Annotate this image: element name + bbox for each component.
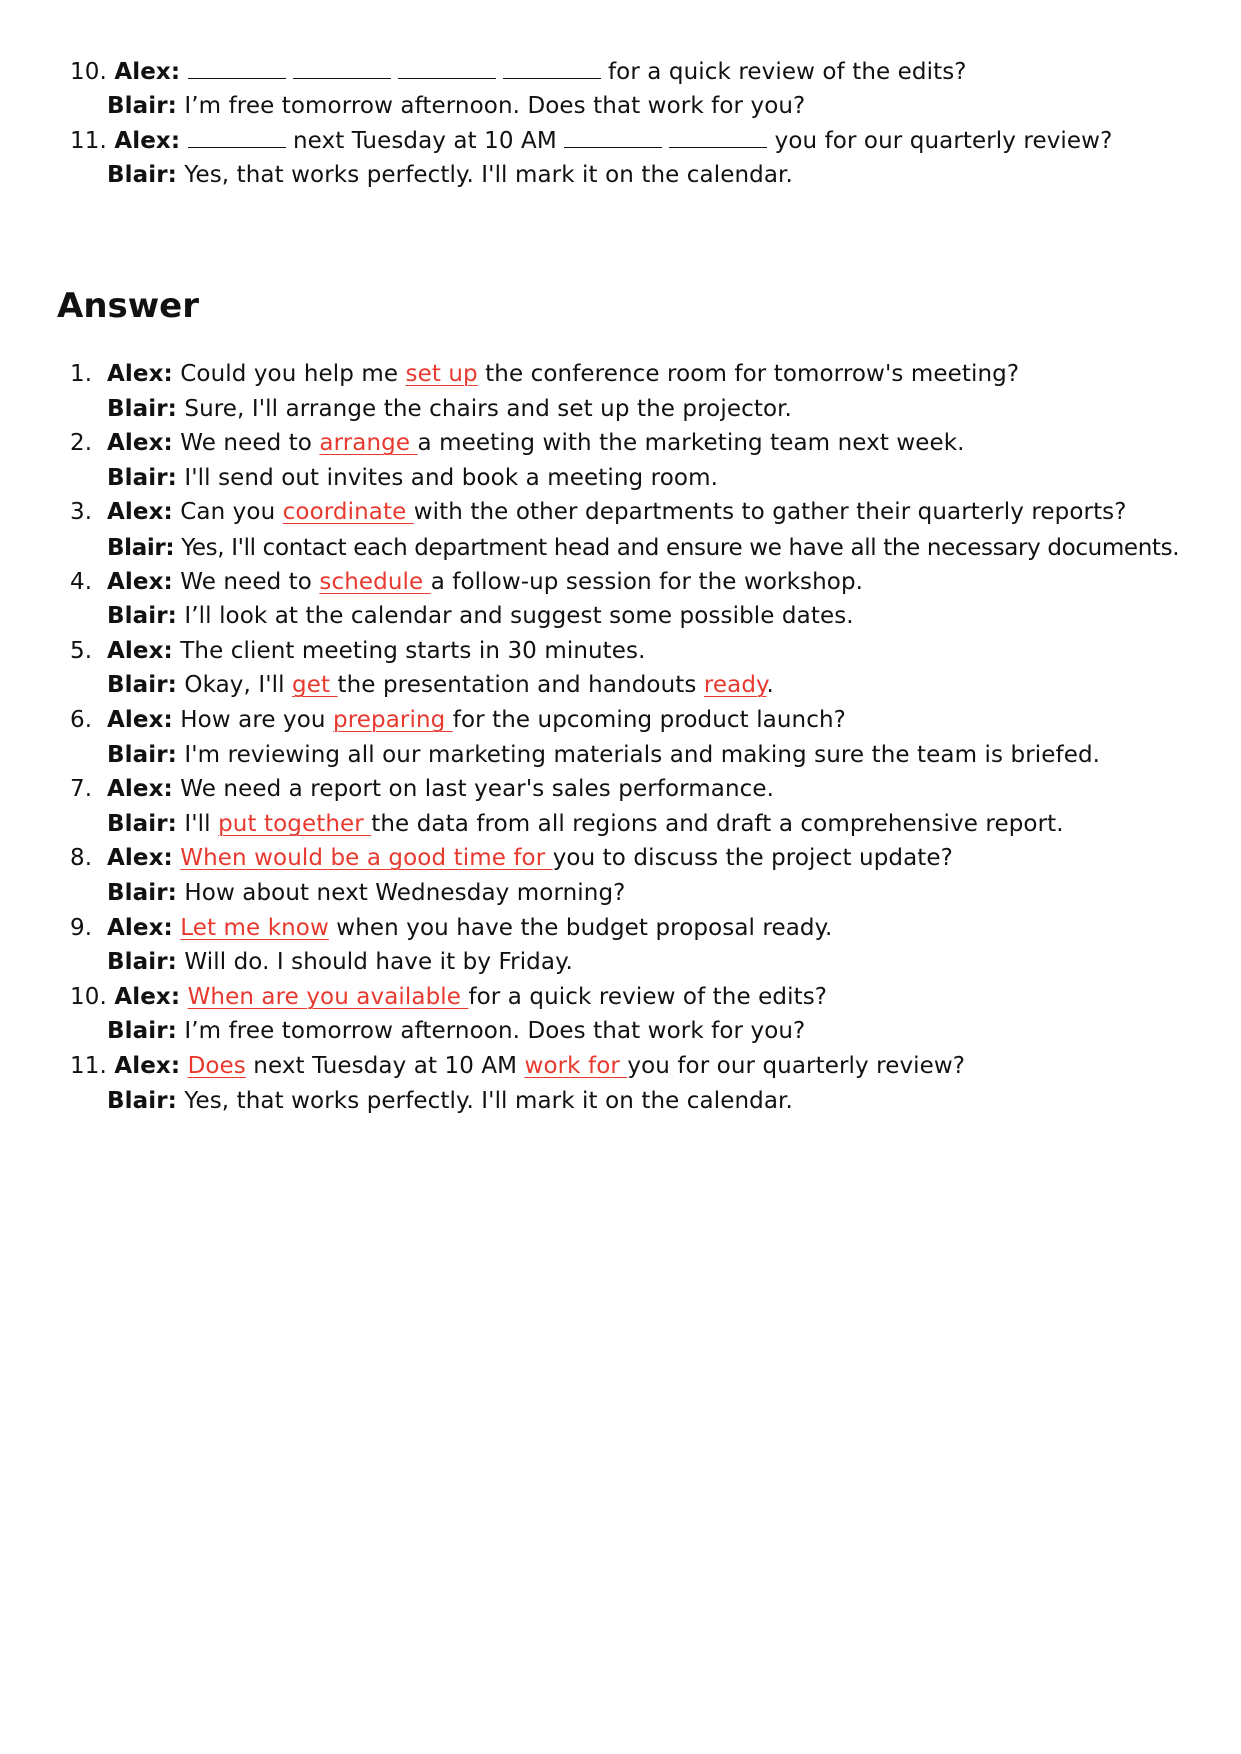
dialogue-text: We need to	[172, 430, 320, 456]
speaker-label: Blair:	[107, 465, 177, 491]
speaker-label: Alex:	[107, 569, 173, 595]
dialogue-text: Yes, that works perfectly. I'll mark it on the calendar.	[176, 1088, 793, 1114]
speaker-label: Alex:	[107, 845, 173, 871]
answer-blank	[503, 58, 601, 79]
dialogue-text	[180, 1053, 187, 1079]
speaker-label: Alex:	[107, 361, 173, 387]
answer-7-alex-line	[70, 774, 774, 804]
speaker-label: Blair:	[107, 1018, 177, 1044]
dialogue-text: when you have the budget proposal ready.	[328, 915, 833, 941]
answer-highlight: coordinate	[282, 499, 414, 525]
answer-highlight: work for	[524, 1053, 628, 1079]
dialogue-text: Sure, I'll arrange the chairs and set up the projector.	[176, 396, 792, 422]
exercise-q10-blair-line	[107, 91, 805, 121]
speaker-label: Blair:	[107, 535, 175, 561]
exercise-q11-alex-line	[70, 126, 1112, 156]
answer-2-alex-line	[70, 428, 965, 458]
answer-blank	[188, 127, 286, 148]
speaker-label: Alex:	[107, 430, 173, 456]
answer-10-blair-line	[107, 1016, 805, 1046]
dialogue-text: Will do. I should have it by Friday.	[176, 949, 573, 975]
dialogue-text: the data from all regions and draft a comprehensive report.	[371, 811, 1064, 837]
speaker-label: Blair:	[107, 811, 177, 837]
answer-highlight: ready	[703, 672, 767, 698]
answer-highlight: Let me know	[180, 915, 329, 941]
item-number: 8.	[70, 845, 93, 871]
answer-heading: Answer	[57, 286, 199, 326]
answer-blank	[669, 127, 767, 148]
dialogue-text: for the upcoming product launch?	[452, 707, 846, 733]
dialogue-text: a meeting with the marketing team next week.	[417, 430, 965, 456]
exercise-q11-blair-line	[107, 160, 793, 190]
answer-3-alex-line	[70, 497, 1127, 527]
item-number: 10.	[70, 59, 107, 85]
speaker-label: Blair:	[107, 1088, 177, 1114]
dialogue-text	[180, 984, 187, 1010]
speaker-label: Blair:	[107, 672, 177, 698]
dialogue-text: The client meeting starts in 30 minutes.	[172, 638, 646, 664]
item-number: 5.	[70, 638, 93, 664]
speaker-label: Alex:	[107, 638, 173, 664]
answer-blank	[188, 58, 286, 79]
item-number: 10.	[70, 984, 107, 1010]
answer-1-alex-line	[70, 359, 1019, 389]
item-number: 1.	[70, 361, 93, 387]
answer-5-blair-line	[107, 670, 774, 700]
dialogue-text: you to discuss the project update?	[552, 845, 953, 871]
answer-10-alex-line	[70, 982, 827, 1012]
dialogue-text: next Tuesday at 10 AM	[245, 1053, 525, 1079]
item-number: 7.	[70, 776, 93, 802]
answer-4-blair-line	[107, 601, 854, 631]
item-number: 2.	[70, 430, 93, 456]
answer-highlight: put together	[218, 811, 372, 837]
answer-highlight: schedule	[319, 569, 431, 595]
answer-highlight: When are you available	[187, 984, 469, 1010]
dialogue-text: Yes, I'll contact each department head and ensure we have all the necessary documents.	[174, 535, 1180, 561]
exercise-q10-alex-line	[70, 57, 967, 87]
dialogue-text: you for our quarterly review?	[627, 1053, 966, 1079]
answer-1-blair-line	[107, 394, 792, 424]
dialogue-text: .	[766, 672, 774, 698]
dialogue-text: How about next Wednesday morning?	[176, 880, 626, 906]
dialogue-text: I'm reviewing all our marketing materials and making sure the team is briefed.	[176, 742, 1101, 768]
dialogue-text: I'll send out invites and book a meeting room.	[176, 465, 718, 491]
answer-blank	[564, 127, 662, 148]
speaker-label: Alex:	[114, 59, 181, 85]
dialogue-text: with the other departments to gather their quarterly reports?	[413, 499, 1127, 525]
dialogue-text: the conference room for tomorrow's meeting?	[477, 361, 1020, 387]
answer-2-blair-line	[107, 463, 718, 493]
dialogue-text: Okay, I'll	[176, 672, 293, 698]
speaker-label: Alex:	[107, 776, 173, 802]
answer-blank	[293, 58, 391, 79]
answer-highlight: When would be a good time for	[180, 845, 553, 871]
speaker-label: Blair:	[107, 603, 177, 629]
dialogue-text: for a quick review of the edits?	[600, 59, 967, 85]
dialogue-text: you for our quarterly review?	[767, 128, 1113, 154]
answer-11-alex-line	[70, 1051, 965, 1081]
speaker-label: Blair:	[107, 93, 177, 119]
dialogue-text: I’ll look at the calendar and suggest some possible dates.	[176, 603, 854, 629]
speaker-label: Blair:	[107, 162, 177, 188]
answer-highlight: Does	[187, 1053, 246, 1079]
answer-7-blair-line	[107, 809, 1064, 839]
item-number: 9.	[70, 915, 93, 941]
speaker-label: Alex:	[114, 984, 181, 1010]
item-number: 11.	[70, 1053, 107, 1079]
answer-highlight: set up	[405, 361, 478, 387]
dialogue-text: next Tuesday at 10 AM	[285, 128, 565, 154]
speaker-label: Alex:	[107, 707, 173, 733]
dialogue-text: I'll	[176, 811, 219, 837]
answer-highlight: preparing	[333, 707, 453, 733]
speaker-label: Blair:	[107, 880, 177, 906]
item-number: 6.	[70, 707, 93, 733]
answer-highlight: get	[292, 672, 338, 698]
dialogue-text: a follow-up session for the workshop.	[430, 569, 864, 595]
answer-8-alex-line	[70, 843, 953, 873]
dialogue-text: for a quick review of the edits?	[468, 984, 828, 1010]
answer-9-alex-line	[70, 913, 832, 943]
dialogue-text: Yes, that works perfectly. I'll mark it on the calendar.	[176, 162, 793, 188]
answer-11-blair-line	[107, 1086, 793, 1116]
speaker-label: Alex:	[107, 915, 173, 941]
dialogue-text: Could you help me	[172, 361, 406, 387]
answer-4-alex-line	[70, 567, 863, 597]
dialogue-text: the presentation and handouts	[337, 672, 704, 698]
dialogue-text: I’m free tomorrow afternoon. Does that work for you?	[176, 93, 806, 119]
answer-5-alex-line	[70, 636, 646, 666]
dialogue-text: We need to	[172, 569, 320, 595]
speaker-label: Alex:	[114, 128, 181, 154]
item-number: 3.	[70, 499, 93, 525]
answer-6-alex-line	[70, 705, 846, 735]
answer-highlight: arrange	[319, 430, 418, 456]
dialogue-text: Can you	[172, 499, 283, 525]
speaker-label: Alex:	[114, 1053, 181, 1079]
speaker-label: Alex:	[107, 499, 173, 525]
dialogue-text: I’m free tomorrow afternoon. Does that work for you?	[176, 1018, 806, 1044]
item-number: 4.	[70, 569, 93, 595]
speaker-label: Blair:	[107, 396, 177, 422]
item-number: 11.	[70, 128, 107, 154]
answer-8-blair-line	[107, 878, 625, 908]
dialogue-text: How are you	[172, 707, 334, 733]
speaker-label: Blair:	[107, 949, 177, 975]
answer-9-blair-line	[107, 947, 573, 977]
speaker-label: Blair:	[107, 742, 177, 768]
answer-6-blair-line	[107, 740, 1100, 770]
answer-3-blair-line	[107, 533, 1179, 563]
answer-blank	[398, 58, 496, 79]
dialogue-text: We need a report on last year's sales performance.	[172, 776, 775, 802]
